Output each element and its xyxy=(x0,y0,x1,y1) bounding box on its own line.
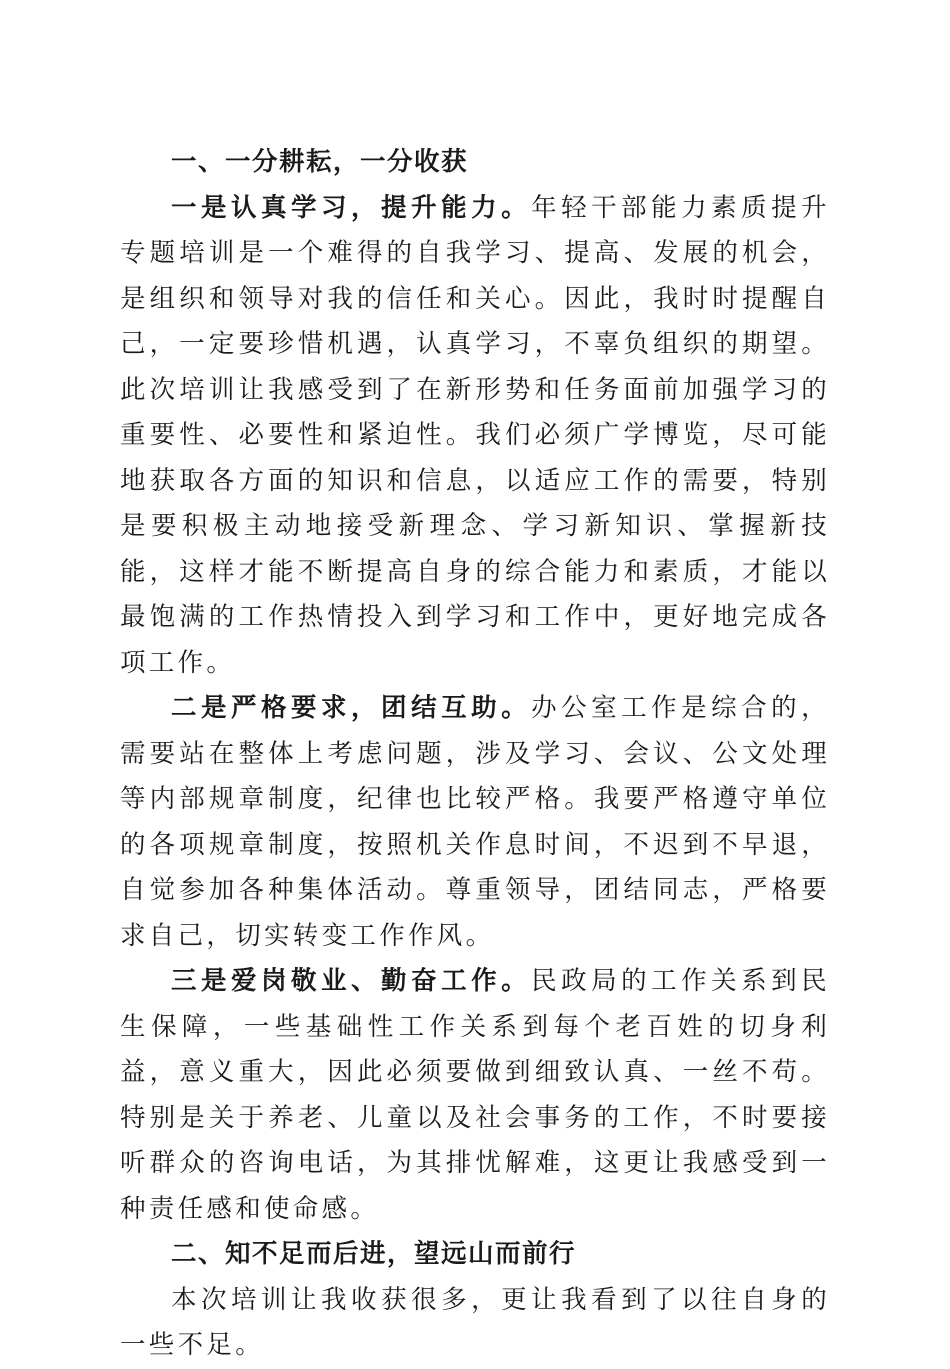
section-1-heading: 一、一分耕耘，一分收获 xyxy=(171,147,469,177)
paragraph-lead: 三是爱岗敬业、勤奋工作。 xyxy=(171,966,532,996)
paragraph-body: 办公室工作是综合的，需要站在整体上考虑问题，涉及学习、会议、公文处理等内部规章制度，纪律也比较严格。我要严格遵守单位的各项规章制度，按照机关作息时间，不迟到不早退，自觉参加各种集体活动。尊重领导，团结同志，严格要求自己，切实转变工作作风。 xyxy=(120,693,830,951)
section-2-heading: 二、知不足而后进，望远山而前行 xyxy=(171,1239,577,1269)
paragraph-body: 民政局的工作关系到民生保障，一些基础性工作关系到每个老百姓的切身利益，意义重大，因此必须要做到细致认真、一丝不苟。特别是关于养老、儿童以及社会事务的工作，不时要接听群众的咨询电话，为其排忧解难，这更让我感受到一种责任感和使命感。 xyxy=(120,966,830,1224)
section-1-paragraph-3 xyxy=(120,959,830,1232)
paragraph-lead: 一是认真学习，提升能力。 xyxy=(171,192,532,223)
document-page xyxy=(120,140,830,1369)
section-1-paragraph-2 xyxy=(120,686,830,959)
section-2-paragraph-1: 本次培训让我收获很多，更让我看到了以往自身的一些不足。 xyxy=(120,1284,830,1360)
section-1-paragraph-1 xyxy=(120,186,830,687)
paragraph-body: 年轻干部能力素质提升专题培训是一个难得的自我学习、提高、发展的机会，是组织和领导对我的信任和关心。因此，我时时提醒自己，一定要珍惜机遇，认真学习，不辜负组织的期望。此次培训让我感受到了在新形势和任务面前加强学习的重要性、必要性和紧迫性。我们必须广学博览，尽可能地获取各方面的知识和信息，以适应工作的需要，特别是要积极主动地接受新理念、学习新知识、掌握新技能，这样才能不断提高自身的综合能力和素质，才能以最饱满的工作热情投入到学习和工作中，更好地完成各项工作。 xyxy=(120,192,830,678)
paragraph-lead: 二是严格要求，团结互助。 xyxy=(171,693,532,723)
